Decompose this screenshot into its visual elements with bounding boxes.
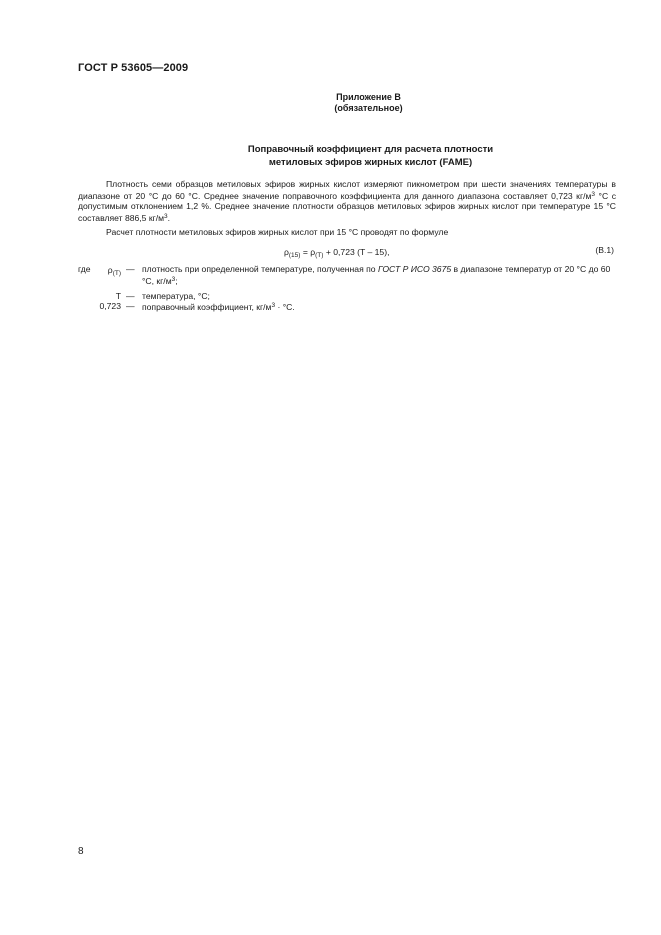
annex-status: (обязательное) [334,103,403,113]
equals-sign: = [300,247,311,257]
where-dash: — [126,291,135,301]
paragraph-1-text-a: Плотность семи образцов метиловых эфиров жирных кислот измеряют пикнометром при шести значениях температуры в диапазоне от 20 °С до 60 °С. Среднее значение поправочного коэффициента для данного диапазона составляет 0,723 кг/м [78,179,616,201]
where-label: где [78,264,91,274]
rho-symbol: ρ [107,265,113,275]
where-desc-coefficient [142,301,620,313]
paragraph-2 [78,227,616,238]
superscript-3: 3 [271,302,276,309]
paragraph-1-text-b: °С с допустимым отклонением 1,2 %. Среднее значение плотности образцов метиловых эфиров жирных кислот при температуре 15 °С составляет 886,5 кг/м [78,190,617,223]
rho-symbol: ρ [310,247,316,257]
superscript-3: 3 [171,275,176,283]
superscript-3: 3 [591,190,596,198]
superscript-3: 3 [164,212,168,220]
formula-b1 [284,247,389,259]
section-title-line-1: Поправочный коэффициент для расчета плотности [247,144,494,155]
desc-text: · °С. [275,302,295,312]
where-desc-t: температура, °С; [142,291,210,301]
where-symbol-t: T [115,291,121,301]
section-title-line-2: метиловых эфиров жирных кислот (FAME) [268,157,473,168]
standard-header: ГОСТ Р 53605—2009 [78,62,189,74]
subscript-t: (T) [112,270,121,277]
subscript-15: (15) [288,252,301,259]
paragraph-1-text-c: . [167,212,171,223]
paragraph-1 [78,179,616,223]
rho-symbol: ρ [284,247,289,257]
desc-text: ; [175,275,178,286]
where-dash: — [126,301,135,311]
where-symbol-rho-t [77,265,121,280]
where-dash: — [126,264,135,274]
standard-reference: ГОСТ Р ИСО 3675 [377,264,452,274]
desc-text: в диапазоне температур от 20 °С до 60 °С, кг/м [142,264,611,286]
desc-text: плотность при определенной температуре, полученная по [142,264,378,274]
annex-title: Приложение В [336,92,401,102]
formula-rest: + 0,723 (T – 15), [323,247,390,257]
where-desc-rho-t [142,264,620,286]
desc-text: поправочный коэффициент, кг/м [142,302,272,312]
page-number: 8 [78,846,84,857]
subscript-t: (T) [315,252,324,259]
paragraph-2-text: Расчет плотности метиловых эфиров жирных кислот при 15 °С проводят по формуле [106,227,449,237]
formula-number: (В.1) [595,245,614,255]
where-symbol-coefficient: 0,723 [99,301,121,311]
